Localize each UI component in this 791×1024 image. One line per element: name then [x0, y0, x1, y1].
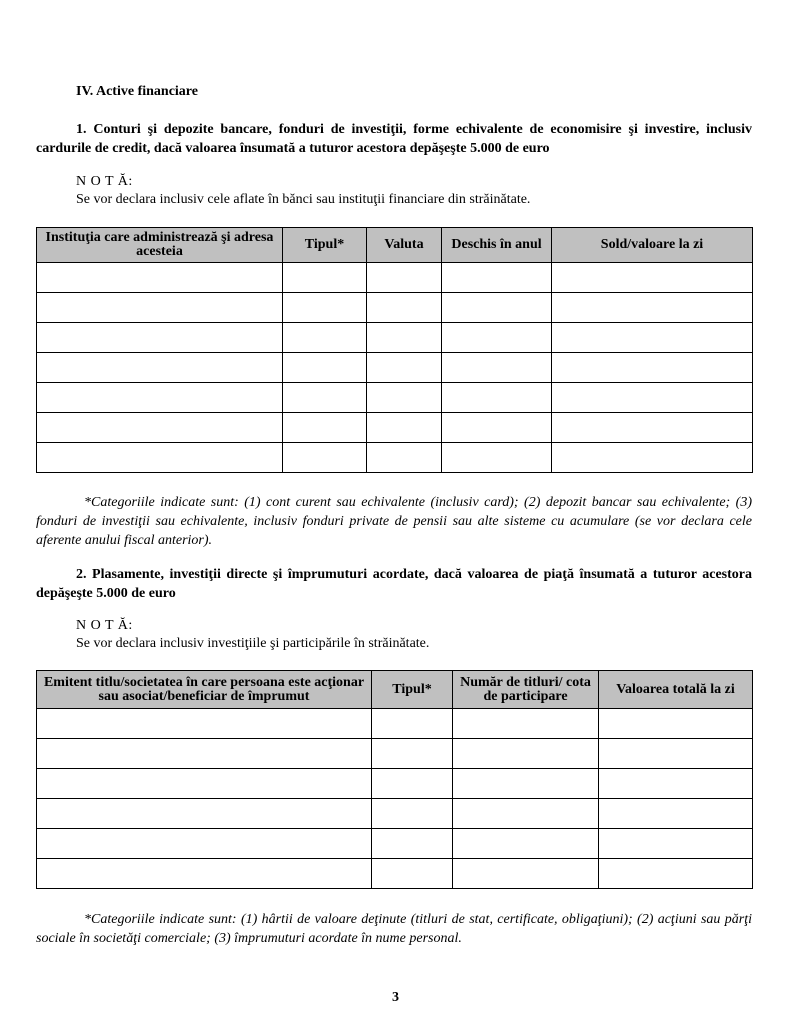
column-header: Număr de titluri/ cota de participare — [453, 671, 599, 709]
table-cell[interactable] — [283, 383, 367, 413]
table-cell[interactable] — [552, 413, 753, 443]
table-cell[interactable] — [442, 413, 552, 443]
table-cell[interactable] — [283, 323, 367, 353]
table-row — [37, 383, 753, 413]
table-cell[interactable] — [367, 323, 442, 353]
table-cell[interactable] — [37, 323, 283, 353]
table-cell[interactable] — [599, 769, 753, 799]
section-title: IV. Active financiare — [76, 84, 198, 99]
section-1-nota-text: Se vor declara inclusiv cele aflate în bănci sau instituţii financiare din străinătate. — [76, 192, 531, 207]
page-number: 3 — [392, 990, 399, 1005]
column-header: Emitent titlu/societatea în care persoana este acţionar sau asociat/beneficiar de împrumut — [37, 671, 372, 709]
table-cell[interactable] — [37, 353, 283, 383]
table-cell[interactable] — [37, 383, 283, 413]
column-header: Instituţia care administrează şi adresa acesteia — [37, 228, 283, 263]
table-cell[interactable] — [367, 293, 442, 323]
table-cell[interactable] — [552, 293, 753, 323]
table-cell[interactable] — [367, 383, 442, 413]
table-cell[interactable] — [367, 263, 442, 293]
table-cell[interactable] — [442, 293, 552, 323]
table-cell[interactable] — [442, 383, 552, 413]
table-row — [37, 323, 753, 353]
table-cell[interactable] — [599, 829, 753, 859]
table-cell[interactable] — [283, 293, 367, 323]
table-cell[interactable] — [599, 799, 753, 829]
table-cell[interactable] — [599, 859, 753, 889]
table-cell[interactable] — [283, 263, 367, 293]
section-2-footnote: *Categoriile indicate sunt: (1) hârtii de valoare deţinute (titluri de stat, certificate, obligaţiuni); (2) acţiuni sau părţi sociale în societăţi comerciale; (3) împrumuturi acordate în nume personal. — [36, 912, 752, 946]
table-cell[interactable] — [453, 829, 599, 859]
table-cell[interactable] — [453, 859, 599, 889]
table-cell[interactable] — [37, 443, 283, 473]
table-cell[interactable] — [37, 829, 372, 859]
table-row — [37, 769, 753, 799]
table-cell[interactable] — [37, 799, 372, 829]
table-cell[interactable] — [453, 799, 599, 829]
table-cell[interactable] — [283, 353, 367, 383]
column-header: Tipul* — [372, 671, 453, 709]
section-1-nota-label: N O T Ă: — [76, 174, 133, 189]
section-2-table — [36, 670, 753, 889]
table-cell[interactable] — [453, 739, 599, 769]
table-cell[interactable] — [367, 443, 442, 473]
table-cell[interactable] — [37, 413, 283, 443]
column-header: Tipul* — [283, 228, 367, 263]
column-header: Sold/valoare la zi — [552, 228, 753, 263]
table-row — [37, 293, 753, 323]
table-row — [37, 829, 753, 859]
table-cell[interactable] — [37, 709, 372, 739]
table-row — [37, 263, 753, 293]
table-cell[interactable] — [37, 263, 283, 293]
table-cell[interactable] — [372, 709, 453, 739]
table-cell[interactable] — [442, 263, 552, 293]
table-cell[interactable] — [552, 353, 753, 383]
section-1-footnote: *Categoriile indicate sunt: (1) cont curent sau echivalente (inclusiv card); (2) depozit bancar sau echivalente; (3) fonduri de investiţii sau echivalente, inclusiv fonduri private de pensii sau alte sisteme cu acumulare (se vor declara cele aferente anului fiscal anterior). — [36, 495, 752, 548]
column-header: Deschis în anul — [442, 228, 552, 263]
table-cell[interactable] — [372, 769, 453, 799]
table-row — [37, 353, 753, 383]
table-header-row — [37, 228, 753, 263]
table-cell[interactable] — [552, 383, 753, 413]
table-cell[interactable] — [552, 443, 753, 473]
table-cell[interactable] — [453, 769, 599, 799]
table-cell[interactable] — [453, 709, 599, 739]
table-row — [37, 859, 753, 889]
table-cell[interactable] — [367, 413, 442, 443]
table-row — [37, 413, 753, 443]
table-row — [37, 709, 753, 739]
table-row — [37, 739, 753, 769]
table-cell[interactable] — [372, 829, 453, 859]
table-cell[interactable] — [372, 739, 453, 769]
table-cell[interactable] — [552, 263, 753, 293]
section-2-heading: 2. Plasamente, investiţii directe şi împrumuturi acordate, dacă valoarea de piaţă însumată a tuturor acestora depăşeşte 5.000 de euro — [36, 567, 752, 601]
column-header: Valoarea totală la zi — [599, 671, 753, 709]
table-row — [37, 443, 753, 473]
column-header: Valuta — [367, 228, 442, 263]
table-cell[interactable] — [37, 739, 372, 769]
table-cell[interactable] — [599, 709, 753, 739]
table-cell[interactable] — [442, 443, 552, 473]
table-cell[interactable] — [442, 353, 552, 383]
table-cell[interactable] — [372, 859, 453, 889]
table-header-row — [37, 671, 753, 709]
table-cell[interactable] — [37, 293, 283, 323]
table-cell[interactable] — [283, 443, 367, 473]
table-cell[interactable] — [372, 799, 453, 829]
table-cell[interactable] — [37, 859, 372, 889]
table-row — [37, 799, 753, 829]
section-2-nota-text: Se vor declara inclusiv investiţiile şi participările în străinătate. — [76, 636, 430, 651]
table-cell[interactable] — [599, 739, 753, 769]
section-1-table — [36, 227, 753, 473]
table-cell[interactable] — [442, 323, 552, 353]
table-cell[interactable] — [552, 323, 753, 353]
table-cell[interactable] — [367, 353, 442, 383]
table-cell[interactable] — [283, 413, 367, 443]
table-cell[interactable] — [37, 769, 372, 799]
section-1-heading: 1. Conturi şi depozite bancare, fonduri de investiţii, forme echivalente de economisire şi investire, inclusiv cardurile de credit, dacă valoarea însumată a tuturor acestora depăşeşte 5.000 de euro — [36, 122, 752, 156]
section-2-nota-label: N O T Ă: — [76, 618, 133, 633]
